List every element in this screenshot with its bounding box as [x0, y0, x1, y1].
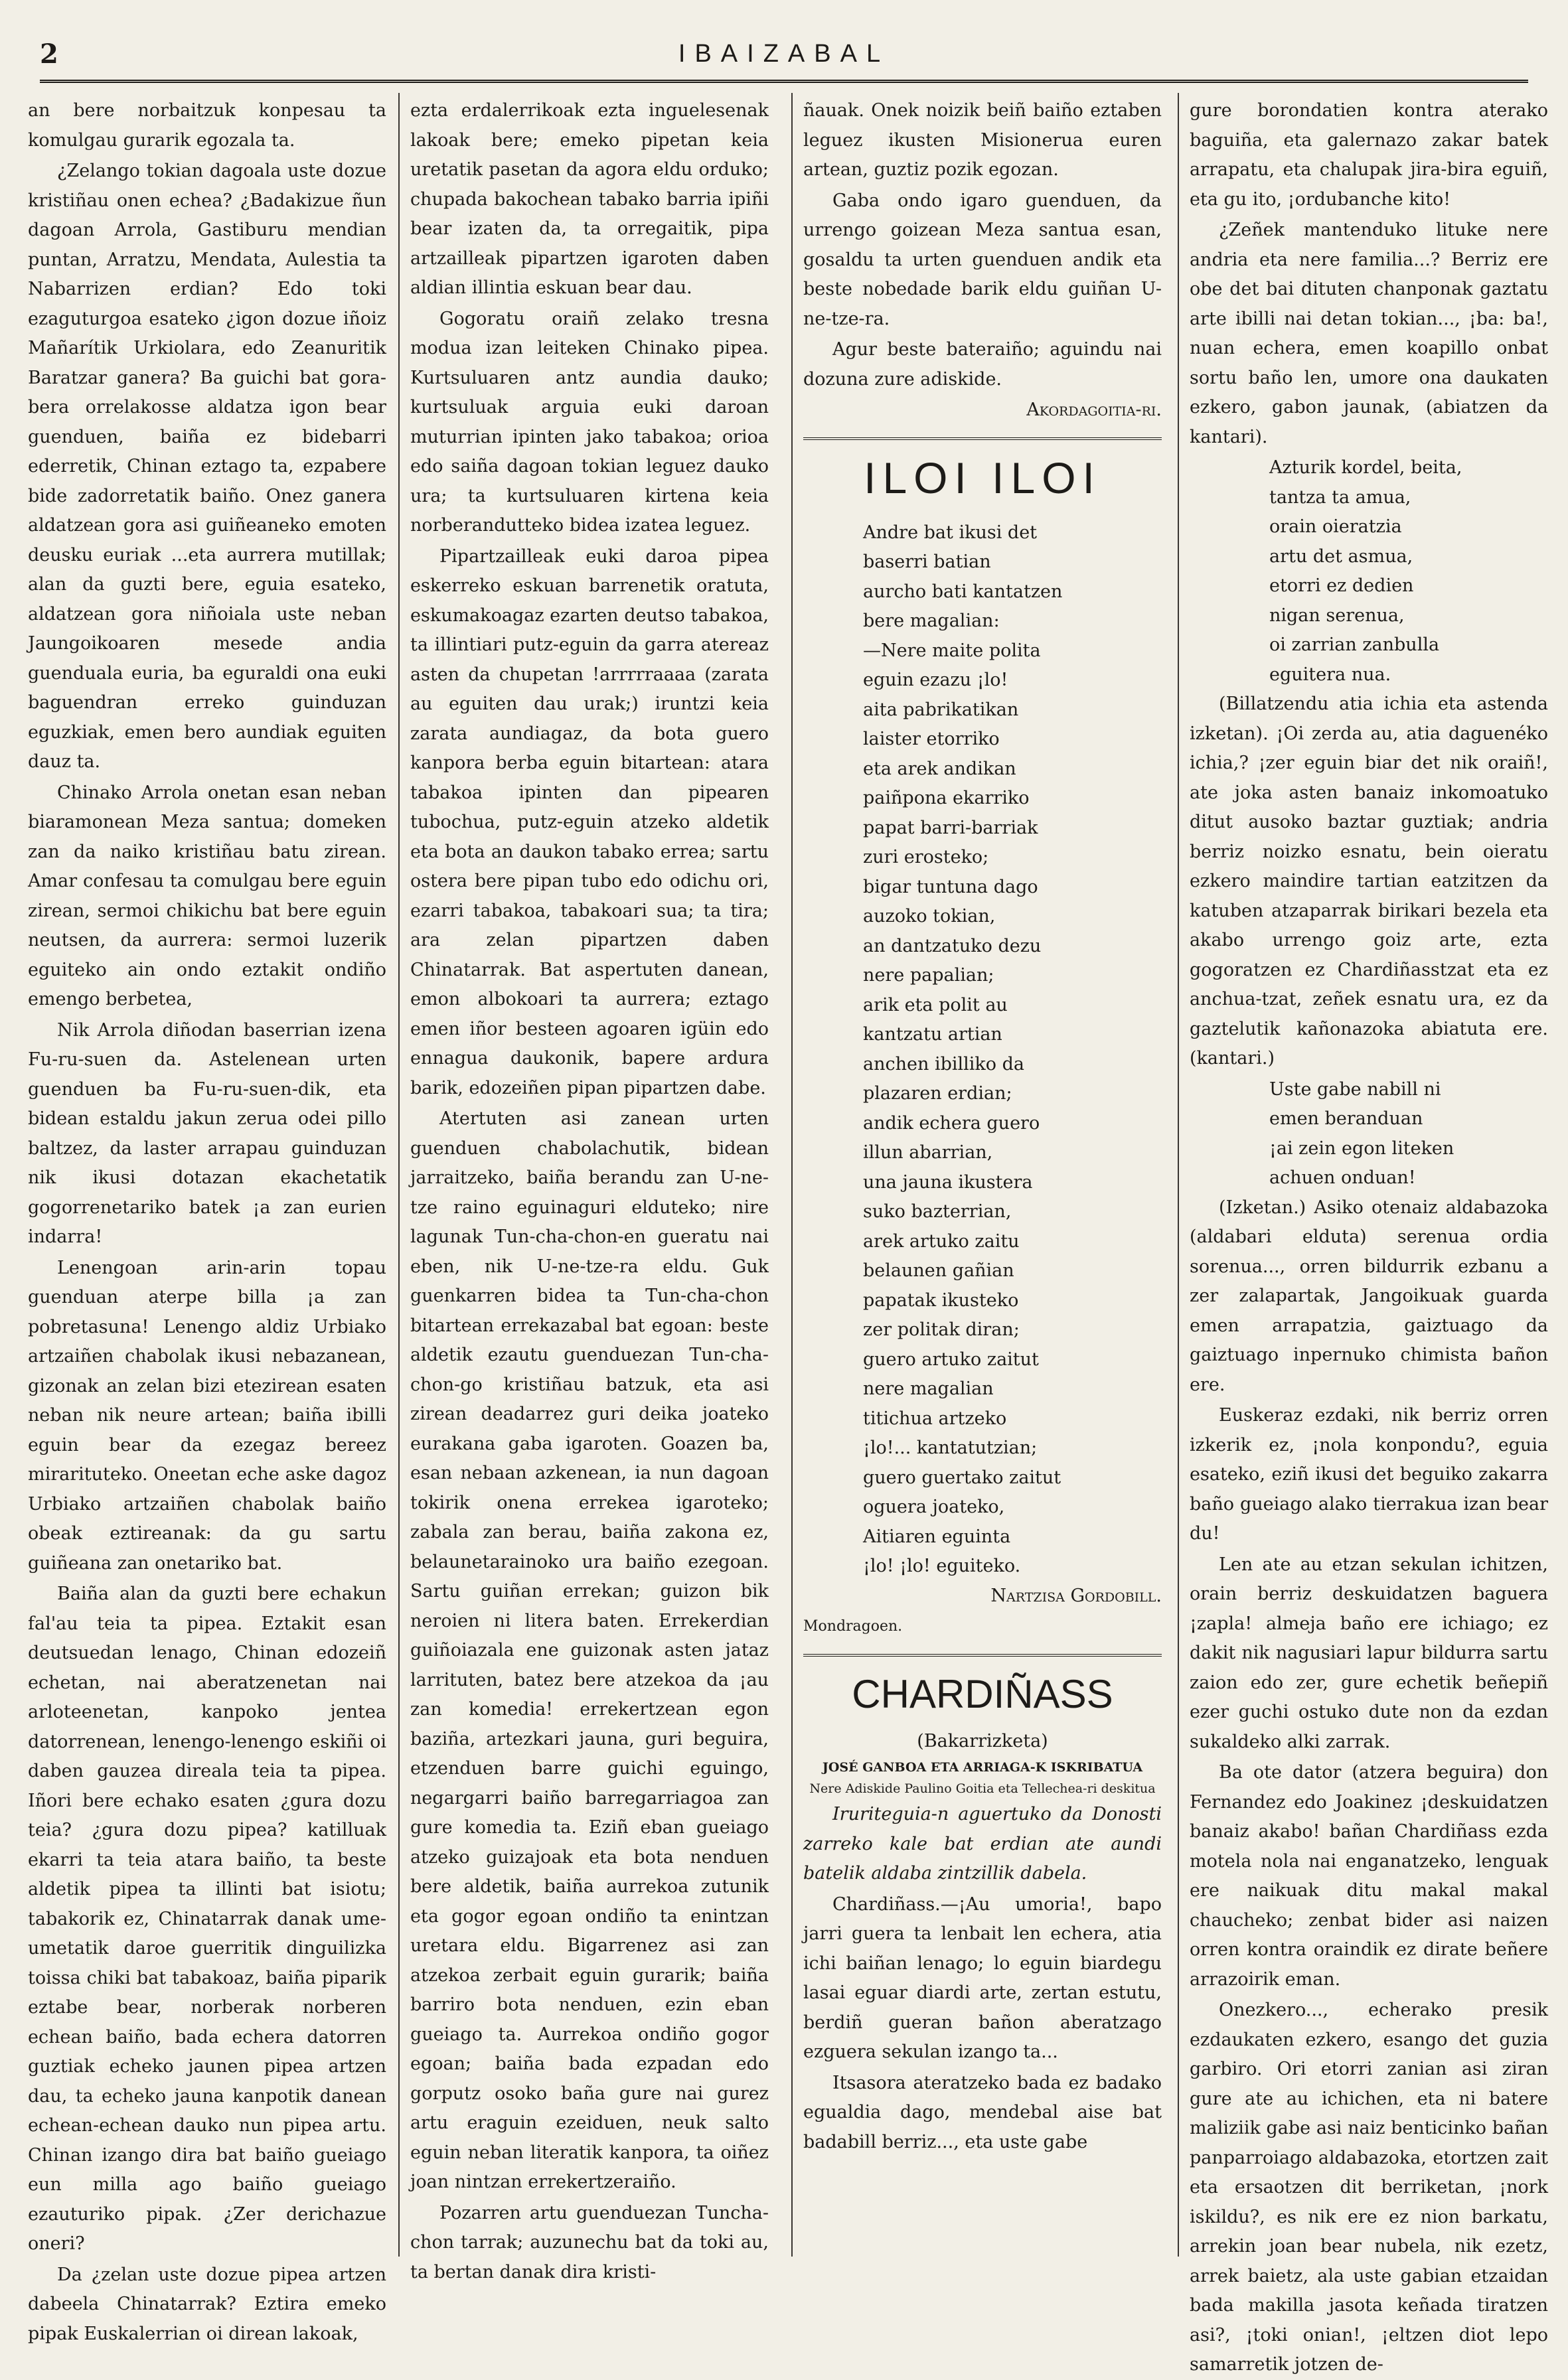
verse-line: nigan serenua, [1269, 605, 1405, 626]
verse-line: una jauna ikustera [863, 1171, 1033, 1193]
page-header [40, 35, 1528, 81]
column-divider [398, 93, 400, 2257]
paragraph: Nik Arrola diñodan baserrian izena Fu-ru-suen da. Astelenean urten guenduen ba Fu-ru-suen-dik, eta bidean estaldu jakun zerua odei pillo baltzez, da laster arrapau guinduzan nik ikusi dotazan ekachetatik gogorrenetariko batek ¡a zan eurien indarra! [28, 1019, 386, 1247]
paragraph: ¿Zeñek mantenduko lituke nere andria eta nere familia...? Berriz ere obe det bai dituten chanponak gaztatu arte ibilli nai detan tokian..., ¡ba: ba!, nuan echera, emen koapillo onbat sortu baño len, umore ona daukaten ezkero, gabon jaunak, (abiatzen da kantari). [1190, 220, 1548, 447]
verse-line: oguera joateko, [863, 1497, 1005, 1517]
paragraph: Baiña alan da guzti bere echakun fal'au teia ta pipea. Eztakit esan deutsuedan lenago, Chinan edozeiñ echetan, nai aberatzenetan nai arloteenetan, kanpoko jentea datorrenean, lenengo-lenengo eskiñi oi daben gauzea direala teia ta pipea. Iñori bere echako esaten ¿gura dozu teia? ¿gura dozu pipea? katilluak ekarri ta teia atara baiño, ta beste aldetik pipea ta illinti bat isiotu; tabakorik ez, Chinatarrak danak ume-umetatik daroe guerritik dinguilizka toissa chiki bat tabakoaz, baiña piparik eztabe bear, norberak norberen echean baiño, bada echera datorren guztiak echeko jaunen pipea artzen dau, ta echeko jauna kanpotik danean echean-echean dauko nun pipea artu. Chinan izango dira bat baiño gueiago eun milla ago baiño gueiago ezauturiko pipak. ¿Zer derichazue oneri? [28, 1584, 386, 2254]
verse-line: etorri ez dedien [1269, 575, 1414, 596]
paragraph: ñauak. Onek noizik beiñ baiño eztaben leguez ikusten Misionerua euren artean, guztiz pozik egozan. [803, 100, 1162, 180]
verse-line: an dantzatuko dezu [863, 935, 1042, 956]
verse-line: papatak ikusteko [863, 1290, 1019, 1311]
paragraph: (Billatzendu atia ichia eta astenda izketan). ¡Oi zerda au, atia daguenéko ichia,? ¡zer eguin biar det nik oraiñ!, ate joka asten banaiz inkomoatuko ditut ausoko baztar guztiak; andria berriz noizko esnatu, bein oieratu ezkero maindire tartian eatzitzen da katuben atzaparrak birikari bezela eta akabo urrengo goiz arte, ezta gogoratzen ez Chardiñasstzat eta ez anchua-tzat, zeñek esnatu ura, ez da gaztelutik kañonazoka abiatuta ere. (kantari.) [1190, 694, 1548, 1069]
paragraph: ezta erdalerrikoak ezta inguelesenak lakoak bere; emeko pipetan keia uretatik pasetan da agora eldu orduko; chupada bakochean tabako barria ipiñi bear izaten da, ta orregaitik, pipa artzailleak pipartzen igaroten daben aldian illintia eskuan bear dau. [410, 100, 769, 298]
verse-line: Azturik kordel, beita, [1269, 457, 1462, 478]
verse-line: kantzatu artian [863, 1024, 1002, 1045]
verse-line: suko bazterrian, [863, 1201, 1012, 1222]
paragraph: Gaba ondo igaro guenduen, da urrengo goizean Meza santua esan, gosaldu ta urten guenduen andik eta beste nobedade barik eldu guiñan U-ne-tze-ra. [803, 190, 1162, 329]
page-number: 2 [40, 38, 58, 70]
verse-line: bere magalian: [863, 611, 1000, 631]
verse-line: nere papalian; [863, 965, 994, 986]
poem-signature: Nartzisa Gordobill. [990, 1585, 1162, 1606]
verse-line: titichua artzeko [863, 1408, 1007, 1429]
verse-line: orain oieratzia [1269, 516, 1402, 537]
paragraph: gure borondatien kontra aterako baguiña, eta galernazo zakar batek arrapatu, eta chalupak jira-bira eguiñ, eta gu ito, ¡ordubanche kito! [1190, 100, 1548, 210]
paragraph: (Izketan.) Asiko otenaiz aldabazoka (aldabari elduta) serenua ordia sorenua..., orren bildurrik ezbanu a zer zalapartak, Jangoikuak guarda emen arrapatzia, gaiztuago da gaiztuago inpernuko chimista bañon ere. [1190, 1197, 1548, 1395]
verse-line: auzoko tokian, [863, 906, 996, 927]
verse-line: eguitera nua. [1269, 664, 1391, 685]
paragraph: Chardiñass.—¡Au umoria!, bapo jarri guera ta lenbait len echera, atia ichi baiñan lenago; lo eguin biardegu lasai eguar diardi arte, zertan estutu, berdiñ gueran bañon aberatzago ezguera sekulan izango ta... [803, 1894, 1162, 2062]
column-1 [28, 96, 386, 2344]
play-subtitle: (Bakarrizketa) [917, 1730, 1048, 1751]
verse-line: baserri batian [863, 552, 991, 572]
verse-line: emen beranduan [1269, 1108, 1423, 1129]
verse-line: ¡lo! ¡lo! eguiteko. [863, 1556, 1021, 1576]
poem-box [803, 437, 1162, 1642]
verse-line: tantza ta amua, [1269, 486, 1411, 508]
verse-line: ¡lo!... kantatutzian; [863, 1438, 1038, 1458]
paragraph: an bere norbaitzuk konpesau ta komulgau gurarik egozala ta. [28, 100, 386, 151]
paragraph: Atertuten asi zanean urten guenduen chabolachutik, bidean jarraitzeko, baiña berandu zan U-ne-tze raino eguinaguri elduteko; nire lagunak Tun-cha-chon-en gueratu nai eben, nik U-ne-tze-ra eldu. Guk guenkarren bidea ta Tun-cha-chon bitartean errekazabal bat egoan: beste aldetik ezautu guenduezan Tun-cha-chon-go kristiñau batzuk, eta asi zirean deadarrez guri deika joateko eurakana gaba igaroten. Goazen ba, esan nebaan azkenean, ia nun dagoan tokirik onena errekea igaroteko; zabala zan berau, baiña zakona ez, belaunetarainoko ura baiño ezegoan. Sartu guiñan errekan; guizon bik neroien ni litera baten. Errekerdian guiñoiazala ene guizonak asten jataz larrituten, batez bere atzekoa da ¡au zan komedia! errekertzean egon baziña, artezkari jauna, guri beguira, etzenduen barre guichi eguingo, negargarri baiño barregarriagoa zan gure komedia ta. Eziñ eban gueiago atzeko guizajoak eta bota nenduen bere aldetik, baiña aurrekoa zutunik eta gogor egoan ondiño ta enintzan uretara eldu. Bigarrenez asi zan atzekoa zerbait eguin gurarik; baiña barriro bota nenduen, ezin eban gueiago ta. Aurrekoa ondiño gogor egoan; baiña bada ezpadan edo gorputz osoko baña gure nai gurez artu eraguin ezeiduen, neuk salto eguin neban literatik kanpora, ta oiñez joan nintzan errekertzeraiño. [410, 1108, 769, 2192]
verse-line: paiñpona ekarriko [863, 788, 1030, 808]
column-4 [1190, 96, 1548, 2375]
verse-line: artu det asmua, [1269, 546, 1413, 567]
verse-line: anchen ibilliko da [863, 1053, 1024, 1075]
column-divider [1178, 93, 1179, 2257]
paragraph: Itsasora ateratzeko bada ez badako egualdia dago, mendebal aise bat badabill berriz..., eta uste gabe [803, 2072, 1162, 2152]
paragraph: Lenengoan arin-arin topau guenduan aterpe billa ¡a zan pobretasuna! Lenengo aldiz Urbiako artzaiñen chabolak ikusi nebazanean, gizonak an zelan bizi etezirean esaten neban nik neure artean; baiña ibilli eguin bear da ezegaz bereez mirarituteko. Oneetan eche aske dagoz Urbiako artzaiñen chabolak baiño obeak eztireanak: da gu sartu guiñeana zan onetariko bat. [28, 1257, 386, 1574]
verse-line: belaunen gañian [863, 1260, 1014, 1281]
paragraph: Chinako Arrola onetan esan neban biaramonean Meza santua; domeken zan da naiko kristiñau batu zirean. Amar confesau ta comulgau bere eguin zirean, sermoi chikichu bat bere eguin neutsen, da aurrera: sermoi luzerik eguiteko ain ondo eztakit ondiño emengo berbetea, [28, 782, 386, 1009]
verse-line: arek artuko zaitu [863, 1230, 1020, 1252]
paragraph: Onezkero..., echerako presik ezdaukaten ezkero, esango det guzia garbiro. Ori etorri zanian asi ziran gure ate au ichichen, eta ni batere maliziik gabe asi naiz benticinko bañan panparroiago aldabazoka, etortzen zait eta ersaotzen dit berriketan, ¡nork iskildu?, es nik ere ez nion barkatu, arrekin joan bear nubela, nik ezetz, arrek baietz, ala uste gabian etzaidan bada makilla jasota keñada tiratzen asi?, ¡toki onian!, ¡eltzen diot lepo samarretik jotzen de- [1190, 2000, 1548, 2375]
verse-line: plazaren erdian; [863, 1083, 1012, 1104]
verse-line: bigar tuntuna dago [863, 876, 1038, 897]
letter-signature: Akordagoitia-ri. [1026, 400, 1162, 420]
verse-line: Uste gabe nabill ni [1269, 1078, 1441, 1100]
verse-line: arik eta polit au [863, 994, 1008, 1015]
play-authors: JOSÉ GANBOA ETA ARRIAGA-K ISKRIBATUA [822, 1760, 1143, 1775]
verse-line: guero guertako zaitut [863, 1467, 1061, 1488]
verse-line: ¡ai zein egon liteken [1269, 1138, 1454, 1159]
verse-line: eta arek andikan [863, 758, 1016, 779]
verse-line: papat barri-barriak [863, 817, 1038, 838]
paragraph: Agur beste bateraiño; aguindu nai dozuna zure adiskide. [803, 339, 1162, 390]
masthead-title: IBAIZABAL [678, 40, 890, 68]
poem-title: ILOI ILOI [864, 453, 1101, 502]
verse-line: achuen onduan! [1269, 1167, 1416, 1188]
paragraph: Gogoratu oraiñ zelako tresna modua izan leiteken Chinako pipea. Kurtsuluaren antz aundia dauko; kurtsuluak arguia euki daroan muturrian ipinten jako tabakoa; orioa edo saiña dagoan tokian leguez dauko ura; ta kurtsuluaren kirtena keia norberandutteko bidea izatea leguez. [410, 308, 769, 536]
play-box [803, 1654, 1162, 2158]
verse-line: —Nere maite polita [863, 640, 1041, 661]
verse-line: zuri erosteko; [863, 847, 989, 867]
play-stage-direction: Iruriteguia-n aguertuko da Donosti zarreko kale bat erdian ate aundi batelik aldaba zintzillik dabela. [803, 1804, 1162, 1884]
verse-line: illun abarrian, [863, 1142, 993, 1163]
column-2 [410, 96, 769, 2282]
paragraph: Da ¿zelan uste dozue pipea artzen dabeela Chinatarrak? Eztira emeko pipak Euskalerrian oi direan lakoak, [28, 2264, 386, 2344]
verse-line: aurcho bati kantatzen [863, 581, 1063, 602]
verse-line: laister etorriko [863, 729, 1000, 749]
paragraph: Pipartzailleak euki daroa pipea eskerreko eskuan barrenetik oratuta, eskumakoagaz ezarten deutso tabakoa, ta illintiari putz-eguin da garra atereaz asten da chupetan !arrrrraaaa (zarata au eguiten dau urak;) iruntzi keia zarata aundiagaz, da bota guero kanpora berba eguin bitartean: atara tabakoa ipinten dan pipearen tubochua, putz-eguin atzeko aldetik eta bota an daukon tabako errea; sartu ostera bere pipan tubo edo odichu ori, ezarri tabakoa, tabakoari sua; ta tira; ara zelan pipartzen daben Chinatarrak. Bat aspertuten danean, emon albokoari ta aurrera; eztago emen iñor besteen agoaren igüin edo ennagua daukonik, bapere ardura barik, edozeiñen pipan pipartzen dabe. [410, 546, 769, 1098]
verse-line: guero artuko zaitut [863, 1349, 1039, 1370]
column-divider [791, 93, 793, 2257]
header-rule [40, 80, 1528, 83]
verse-line: zer politak diran; [863, 1319, 1020, 1340]
verse-line: eguin ezazu ¡lo! [863, 670, 1008, 690]
play-dedication: Nere Adiskide Paulino Goitia eta Tellechea-ri deskitua [809, 1781, 1156, 1796]
song-verse [1269, 1075, 1548, 1193]
play-title: CHARDIÑASS [852, 1671, 1113, 1716]
paragraph: Pozarren artu guenduezan Tuncha-chon tarrak; auzunechu bat da toki au, ta bertan danak dira kristi- [410, 2202, 769, 2282]
paragraph: Euskeraz ezdaki, nik berriz orren izkerik ez, ¡nola konpondu?, eguia esateko, eziñ ikusi det beguiko zakarra baño gueiago alako tierrakua izan bear du! [1190, 1405, 1548, 1544]
poem-place: Mondragoen. [803, 1618, 903, 1635]
paragraph: Len ate au etzan sekulan ichitzen, orain berriz deskuidatzen baguera ¡zapla! almeja baño ere ichiago; ez dakit nik nagusiari lapur bildurra sartu zaion edo zer, gure echetik beñepiñ ezer guchi ostuko dute non da ezdan sukaldeko alki zarrak. [1190, 1554, 1548, 1752]
verse-line: aita pabrikatikan [863, 699, 1019, 720]
song-verse [1269, 453, 1548, 690]
verse-line: Aitiaren eguinta [863, 1526, 1011, 1547]
paragraph: Ba ote dator (atzera beguira) don Fernandez edo Joakinez ¡deskuidatzen banaiz akabo! bañan Chardiñass ezda motela nola nai enganatzeko, lenguak ere naikuak ditu makal makal chaucheko; zenbat bider asi naizen orren kontra oraindik ez dirate beñere arrazoirik eman. [1190, 1762, 1548, 1990]
poem-verse [863, 518, 1162, 1582]
verse-line: oi zarrian zanbulla [1269, 634, 1440, 655]
column-3 [803, 96, 1162, 2247]
paragraph: ¿Zelango tokian dagoala uste dozue kristiñau onen echea? ¿Badakizue ñun dagoan Arrola, Gastiburu mendian puntan, Arratzu, Mendata, Aulestia ta Nabarrizen erdian? Edo toki ezaguturgoa esateko ¿igon dozue iñoiz Mañarítik Urkiolara, edo Zeanuritik Baratzar ganera? Ba guichi bat gora-bera orrelakosse aldatza igon bear guenduen, baiña ez bidebarri ederretik, Chinan eztago ta, ezpabere bide zadorretatik baiño. Onez ganera aldatzean gora asi guiñeaneko emoten deusku euriak ...eta aurrera mutillak; alan da guzti bere, eguia esateko, aldatzean gora niñoiala uste neban Jaungoikoaren mesede andia guenduala euria, ba eguraldi ona euki baguendran erreko guinduzan eguzkiak, emen bero aundiak eguiten dauz ta. [28, 161, 386, 772]
verse-line: andik echera guero [863, 1112, 1040, 1134]
verse-line: nere magalian [863, 1378, 994, 1399]
verse-line: Andre bat ikusi det [863, 522, 1038, 543]
